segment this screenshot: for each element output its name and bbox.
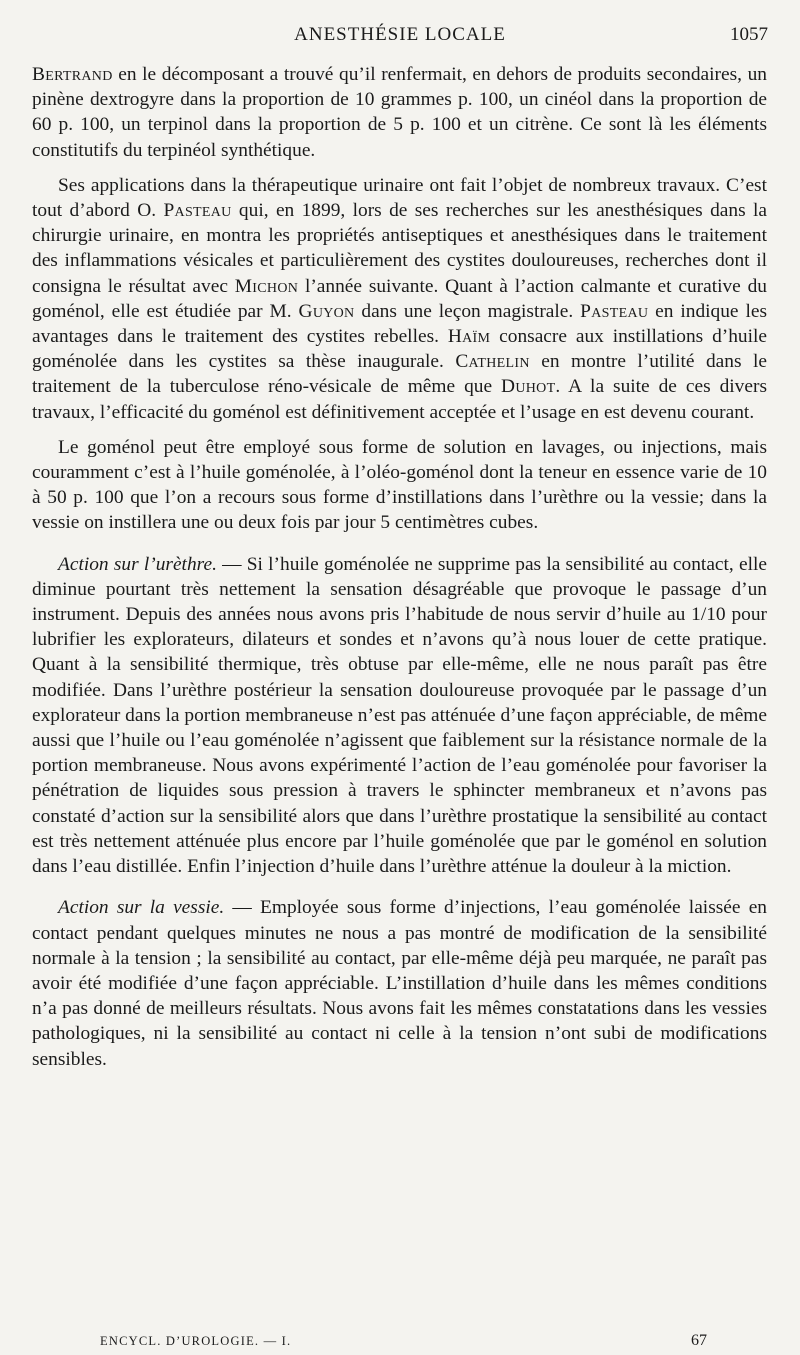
author-name: Michon bbox=[234, 275, 299, 297]
author-name: Cathelin bbox=[455, 351, 530, 373]
text-run: en montre l’utilité dans le traitement de la tuberculose réno-vésicale de même que bbox=[32, 351, 767, 398]
section-heading: Action sur la vessie. bbox=[58, 897, 225, 919]
page-footer bbox=[100, 1332, 707, 1354]
text-run: en indique les avantages dans le traitement des cystites rebelles. bbox=[32, 300, 767, 348]
section-heading: Action sur l’urèthre. bbox=[58, 553, 217, 575]
text-run: qui, en 1899, lors de ses recherches sur les anesthésiques dans la chirurgie urinaire, en montra les propriétés antiseptiques et anesthésiques dans le traitement des inflammations vésicales et particulièrement des cystites douloureuses, recherches dont il consigna le résultat avec bbox=[32, 200, 767, 297]
text-run: dans une leçon magistrale. bbox=[354, 300, 581, 322]
running-title: ANESTHÉSIE LOCALE bbox=[294, 24, 506, 45]
author-name: Bertrand bbox=[32, 64, 113, 85]
paragraph bbox=[32, 173, 767, 425]
paragraph bbox=[32, 895, 767, 1071]
author-name: Haïm bbox=[447, 326, 491, 348]
body-text bbox=[32, 62, 767, 1072]
text-run: Le goménol peut être employé sous forme de solution en lavages, ou injections, mais couramment c’est à l’huile goménolée, à l’oléo-goménol dont la teneur en essence varie de 10 à 50 p. 100 que l’on a recours sous forme d’instillations dans l’urèthre ou la vessie; dans la vessie on instillera une ou deux fois par jour 5 centimètres cubes. bbox=[32, 436, 767, 534]
text-run: . A la suite de ces divers travaux, l’efficacité du goménol est définitivement acceptée et l’usage en est devenu courant. bbox=[32, 376, 767, 423]
text-run: — Si l’huile goménolée ne supprime pas la sensibilité au contact, elle diminue pourtant très nettement la sensation désagréable que provoque le passage d’un instrument. Depuis des années nous avons pris l’habitude de nous servir d’huile au 1/10 pour lubrifier les explorateurs, dilateurs et sondes et n’avons qu’à nous louer de cette pratique. Quant à la sensibilité thermique, très obtuse par elle-même, elle ne nous paraît pas être modifiée. Dans l’urèthre postérieur la sensation douloureuse provoquée par le passage d’un explorateur dans la portion membraneuse n’est pas atténuée d’une façon appréciable, de même aussi que l’huile ou l’eau goménolée n’agissent que faiblement sur la résistance normale de la portion membraneuse. Nous avons expérimenté l’action de l’eau goménolée pour favoriser la pénétration de liquides sous pression à travers le sphincter membraneux et n’avons pas constaté d’action sur la sensibilité alors que dans l’urèthre prostatique la sensibilité au contact est très nettement atténuée plus encore par l’huile goménolée que par le goménol en solution dans l’eau distillée. Enfin l’injection d’huile dans l’urèthre atténue la douleur à la miction. bbox=[32, 553, 767, 878]
page-number: 1057 bbox=[730, 24, 768, 45]
running-head bbox=[32, 24, 768, 48]
text-run: consacre aux instillations d’huile goménolée dans les cystites sa thèse inaugurale. bbox=[32, 326, 768, 373]
paragraph bbox=[32, 435, 767, 536]
text-run: — Employée sous forme d’injections, l’eau goménolée laissée en contact pendant quelques minutes ne nous a pas montré de modification de la sensibilité normale à la tension ; la sensibilité au contact, par elle-même déjà peu marquée, ne paraît pas avoir été modifiée d’une façon appréciable. L’instillation d’huile dans les mêmes conditions n’a pas donné de meilleurs résultats. Nous avons fait les mêmes constatations dans les vessies pathologiques, ni la sensibilité au contact ni celle à la tension n’ont subi de modifications sensibles. bbox=[32, 897, 767, 1070]
text-run: en le décomposant a trouvé qu’il renfermait, en dehors de produits secondaires, un pinène dextrogyre dans la proportion de 10 grammes p. 100, un cinéol dans la proportion de 60 p. 100, un terpinol dans la proportion de 5 p. 100 et un citrène. Ce sont là les éléments constitutifs du terpinéol synthétique. bbox=[32, 64, 767, 161]
signature-mark: ENCYCL. D’UROLOGIE. — I. bbox=[100, 1334, 292, 1348]
text-run: l’année suivante. Quant à l’action calmante et curative du goménol, elle est étudiée par M. bbox=[32, 275, 767, 322]
author-name: Pasteau bbox=[163, 200, 232, 222]
author-name: Pasteau bbox=[580, 300, 649, 322]
paragraph bbox=[32, 552, 767, 880]
paragraph bbox=[32, 62, 767, 163]
author-name: Duhot bbox=[501, 376, 556, 398]
sheet-number: 67 bbox=[691, 1332, 707, 1349]
author-name: Guyon bbox=[298, 300, 355, 322]
text-run: Ses applications dans la thérapeutique urinaire ont fait l’objet de nombreux travaux. C’est tout d’abord O. bbox=[32, 174, 767, 222]
